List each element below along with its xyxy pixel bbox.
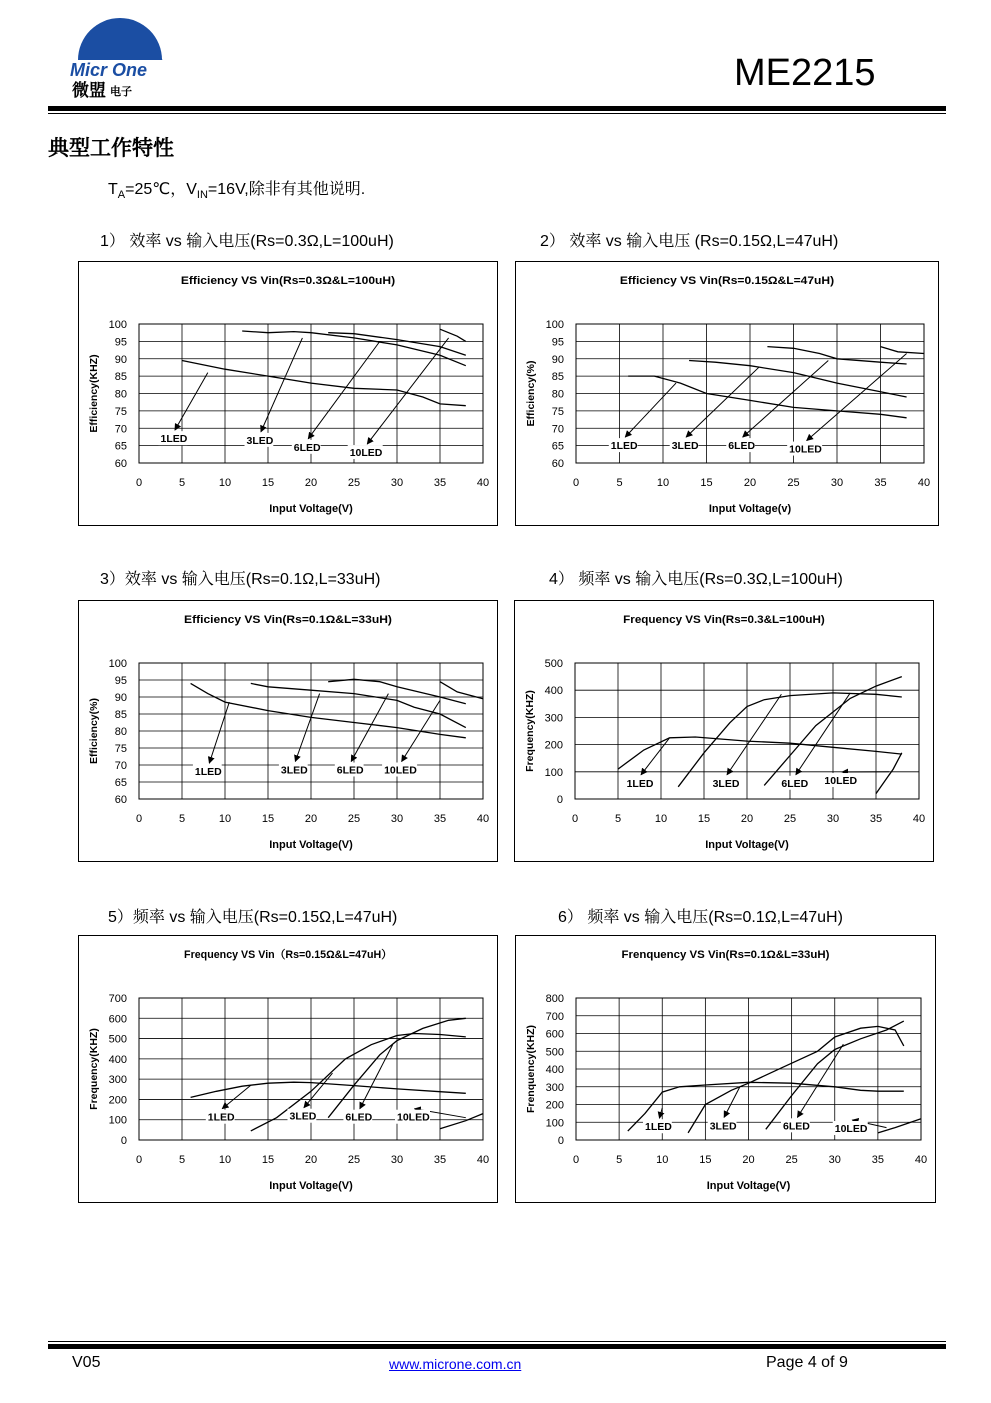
chart-svg (79, 601, 497, 861)
annotation-label: 1LED (645, 1121, 672, 1134)
annotation-label: 10LED (789, 443, 822, 456)
x-tick-label: 5 (614, 813, 622, 825)
chart-svg (515, 601, 933, 861)
x-tick-label: 15 (697, 813, 711, 825)
chart-svg (79, 936, 497, 1202)
x-tick-label: 15 (261, 1154, 275, 1166)
annotation-label: 1LED (194, 766, 222, 779)
series-line-10led (876, 753, 902, 794)
test-conditions: $T_A=25℃$，$V_{IN}=16V$,除非有其他说明. (108, 181, 366, 202)
x-tick-label: 25 (787, 477, 800, 489)
y-tick-label: 200 (108, 1094, 127, 1107)
chart-title: Efficiency VS Vin(Rs=0.1Ω&L=33uH) (184, 614, 393, 626)
annotation-arrow (209, 702, 229, 763)
annotation-arrow (304, 1073, 333, 1108)
x-axis-label: Input Voltage(v) (708, 503, 792, 515)
y-tick-label: 80 (114, 726, 127, 738)
y-axis-label: Frequency(KHZ) (88, 1028, 100, 1110)
annotation-label: 3LED (712, 777, 740, 790)
x-tick-label: 5 (616, 477, 623, 489)
x-tick-label: 20 (742, 1154, 755, 1166)
y-tick-label: 700 (545, 1010, 564, 1023)
x-tick-label: 40 (912, 813, 926, 825)
y-tick-label: 80 (551, 388, 564, 401)
x-tick-label: 0 (135, 477, 143, 489)
x-tick-label: 30 (826, 813, 840, 825)
y-tick-label: 75 (114, 405, 127, 418)
x-tick-label: 35 (871, 1154, 884, 1166)
x-tick-label: 5 (178, 813, 186, 825)
annotation-label: 10LED (834, 1123, 868, 1136)
annotation-label: 6LED (783, 1120, 810, 1133)
annotation-arrow (261, 338, 303, 432)
y-tick-label: 60 (114, 794, 127, 806)
x-tick-label: 10 (654, 813, 668, 825)
caption-chart-1: 1） 效率 vs 输入电压(Rs=0.3Ω,L=100uH) (100, 233, 394, 250)
y-axis-label: Efficiency(%) (525, 360, 537, 427)
y-tick-label: 100 (108, 1114, 127, 1127)
annotation-label: 3LED (671, 440, 699, 453)
x-tick-label: 5 (178, 477, 186, 489)
annotation-label: 6LED (345, 1111, 373, 1124)
series-line-1led (628, 376, 906, 418)
y-tick-label: 70 (114, 760, 127, 772)
y-tick-label: 70 (114, 423, 127, 436)
annotation-arrow (659, 1108, 662, 1118)
series-line-10led (440, 1114, 483, 1129)
annotation-label: 1LED (610, 440, 638, 453)
chart-svg (516, 262, 938, 525)
y-tick-label: 800 (545, 993, 564, 1005)
y-tick-label: 600 (108, 1013, 127, 1026)
annotation-arrow (686, 367, 759, 437)
series-line-10led (881, 347, 925, 354)
y-tick-label: 90 (551, 353, 564, 366)
x-tick-label: 30 (828, 1154, 841, 1166)
footer-version: V05 (72, 1354, 101, 1371)
x-tick-label: 25 (347, 477, 361, 489)
footer-rule-thin (48, 1341, 946, 1342)
annotation-arrow (175, 373, 208, 431)
x-tick-label: 40 (476, 477, 490, 489)
y-tick-label: 65 (551, 440, 564, 453)
annotation-arrow (727, 694, 781, 774)
y-tick-label: 400 (545, 1064, 564, 1076)
svg-text:微盟: 微盟 (72, 81, 106, 100)
y-axis-label: Efficiency(KHZ) (88, 354, 100, 433)
y-axis-label: Efficiency(%) (88, 698, 100, 764)
y-tick-label: 500 (545, 1046, 564, 1059)
series-line-3led (688, 1026, 904, 1136)
y-tick-label: 80 (114, 388, 127, 401)
y-tick-label: 300 (108, 1074, 127, 1087)
annotation-label: 3LED (289, 1110, 317, 1123)
x-axis-label: Input Voltage(V) (706, 1180, 791, 1192)
y-tick-label: 85 (114, 709, 127, 721)
x-tick-label: 35 (433, 477, 447, 489)
x-tick-label: 30 (390, 813, 404, 825)
y-tick-label: 100 (108, 319, 127, 331)
chart-title: Efficiency VS Vin(Rs=0.15Ω&L=47uH) (619, 275, 835, 287)
chart-title: Frenquency VS Vin(Rs=0.1Ω&L=33uH) (621, 949, 830, 961)
annotation-arrow (295, 694, 319, 762)
annotation-arrow (308, 341, 380, 438)
x-tick-label: 5 (616, 1154, 623, 1166)
caption-chart-4: 4） 频率 vs 输入电压(Rs=0.3Ω,L=100uH) (549, 571, 843, 588)
footer-website-link[interactable]: www.microne.com.cn (389, 1356, 522, 1372)
annotation-label: 6LED (336, 764, 364, 777)
x-tick-label: 20 (740, 813, 754, 825)
y-tick-label: 0 (556, 794, 563, 806)
x-tick-label: 40 (476, 1154, 490, 1166)
y-tick-label: 600 (545, 1028, 564, 1041)
caption-chart-3: 3）效率 vs 输入电压(Rs=0.1Ω,L=33uH) (100, 571, 381, 588)
y-tick-label: 95 (114, 675, 127, 687)
y-tick-label: 90 (114, 353, 127, 366)
x-tick-label: 10 (218, 1154, 232, 1166)
series-line-3led (689, 361, 907, 398)
svg-text:Micr: Micr (70, 60, 108, 80)
y-tick-label: 100 (545, 319, 564, 331)
x-tick-label: 5 (178, 1154, 186, 1166)
y-tick-label: 85 (551, 371, 564, 384)
annotation-label: 6LED (293, 441, 321, 454)
chart-efficiency-2 (515, 261, 939, 526)
annotation-arrow (724, 1087, 740, 1118)
chart-frequency-2 (78, 935, 498, 1203)
chart-frequency-1 (514, 600, 934, 862)
x-axis-label: Input Voltage(V) (269, 1180, 353, 1192)
y-tick-label: 200 (544, 739, 563, 752)
annotation-label: 1LED (160, 433, 188, 446)
chart-title: Frequency VS Vin(Rs=0.3&L=100uH) (623, 614, 826, 626)
document-title: ME2215 (734, 52, 876, 94)
y-tick-label: 100 (545, 1117, 564, 1130)
svg-text:One: One (112, 60, 148, 80)
x-tick-label: 10 (656, 1154, 669, 1166)
annotation-label: 10LED (349, 447, 383, 460)
x-tick-label: 25 (785, 1154, 798, 1166)
x-axis-label: Input Voltage(V) (269, 839, 353, 851)
chart-frequency-3 (515, 935, 936, 1203)
y-tick-label: 400 (544, 685, 563, 698)
chart-efficiency-1 (78, 261, 498, 526)
x-tick-label: 0 (572, 477, 580, 489)
section-title: 典型工作特性 (48, 136, 174, 160)
annotation-label: 3LED (246, 434, 274, 447)
annotation-arrow (625, 383, 676, 437)
y-tick-label: 300 (545, 1081, 564, 1094)
x-tick-label: 0 (571, 813, 579, 825)
x-tick-label: 25 (783, 813, 797, 825)
x-tick-label: 35 (874, 477, 887, 489)
chart-title: Frequency VS Vin（Rs=0.15Ω&L=47uH） (184, 949, 399, 961)
y-tick-label: 100 (108, 658, 127, 670)
annotation-label: 1LED (207, 1111, 235, 1124)
x-tick-label: 35 (433, 813, 447, 825)
chart-efficiency-3 (78, 600, 498, 862)
x-tick-label: 10 (218, 477, 232, 489)
series-line-3led (251, 683, 466, 727)
x-tick-label: 0 (135, 813, 143, 825)
x-tick-label: 20 (304, 477, 318, 489)
y-tick-label: 95 (114, 336, 127, 349)
header-rule (48, 106, 946, 111)
y-tick-label: 65 (114, 440, 127, 453)
annotation-arrow (796, 693, 850, 775)
y-tick-label: 70 (551, 423, 564, 436)
y-tick-label: 700 (108, 993, 127, 1005)
x-tick-label: 0 (572, 1154, 580, 1166)
y-tick-label: 75 (551, 405, 564, 418)
y-tick-label: 100 (544, 766, 563, 779)
y-axis-label: Frenquency(KHZ) (525, 1024, 537, 1114)
y-tick-label: 400 (108, 1053, 127, 1066)
x-tick-label: 25 (347, 813, 361, 825)
y-tick-label: 90 (114, 692, 127, 704)
series-line-1led (191, 1082, 466, 1097)
annotation-label: 3LED (709, 1120, 737, 1133)
chart-svg (79, 262, 497, 525)
series-line-10led (878, 1119, 921, 1133)
x-tick-label: 30 (830, 477, 844, 489)
x-tick-label: 10 (656, 477, 670, 489)
x-tick-label: 40 (476, 813, 490, 825)
y-tick-label: 200 (545, 1099, 564, 1112)
caption-chart-5: 5）频率 vs 输入电压(Rs=0.15Ω,L=47uH) (108, 909, 398, 926)
y-tick-label: 300 (544, 712, 563, 725)
x-tick-label: 30 (390, 477, 404, 489)
annotation-label: 6LED (781, 777, 809, 790)
svg-text:电子: 电子 (110, 85, 132, 98)
annotation-label: 10LED (384, 764, 417, 777)
x-tick-label: 20 (743, 477, 757, 489)
x-tick-label: 10 (218, 813, 232, 825)
series-line-10led (440, 682, 483, 699)
x-tick-label: 15 (261, 477, 275, 489)
x-tick-label: 0 (135, 1154, 143, 1166)
x-tick-label: 15 (699, 1154, 712, 1166)
chart-title: Efficiency VS Vin(Rs=0.3Ω&L=100uH) (180, 275, 396, 287)
x-tick-label: 15 (261, 813, 275, 825)
header-rule-thin (48, 113, 946, 114)
y-tick-label: 95 (551, 336, 564, 349)
chart-svg (516, 936, 935, 1202)
y-tick-label: 0 (557, 1135, 564, 1147)
x-axis-label: Input Voltage(V) (269, 503, 353, 515)
annotation-label: 10LED (397, 1111, 430, 1124)
x-tick-label: 15 (700, 477, 713, 489)
footer-rule (48, 1344, 946, 1349)
y-tick-label: 60 (114, 458, 127, 470)
caption-chart-6: 6） 频率 vs 输入电压(Rs=0.1Ω,L=47uH) (558, 909, 843, 926)
y-tick-label: 0 (120, 1135, 127, 1147)
annotation-label: 6LED (728, 440, 756, 453)
x-tick-label: 35 (869, 813, 883, 825)
annotation-arrow (641, 738, 670, 775)
x-tick-label: 40 (917, 477, 931, 489)
y-tick-label: 500 (544, 658, 563, 670)
annotation-label: 3LED (280, 764, 308, 777)
footer-page-number: Page 4 of 9 (766, 1354, 848, 1371)
caption-chart-2: 2） 效率 vs 输入电压 (Rs=0.15Ω,L=47uH) (540, 233, 839, 250)
y-tick-label: 85 (114, 371, 127, 384)
company-logo (68, 14, 168, 100)
series-line-1led (182, 361, 466, 406)
x-tick-label: 20 (304, 813, 318, 825)
y-tick-label: 65 (114, 777, 127, 789)
series-line-10led (440, 329, 466, 341)
x-axis-label: Input Voltage(V) (705, 839, 789, 851)
x-tick-label: 25 (347, 1154, 361, 1166)
annotation-label: 10LED (824, 775, 858, 788)
y-tick-label: 500 (108, 1033, 127, 1046)
annotation-arrow (351, 694, 388, 762)
x-tick-label: 40 (914, 1154, 928, 1166)
y-tick-label: 60 (551, 458, 564, 470)
annotation-label: 1LED (626, 777, 654, 790)
x-tick-label: 35 (433, 1154, 447, 1166)
x-tick-label: 30 (390, 1154, 404, 1166)
series-line-1led (618, 737, 902, 769)
y-axis-label: Frequency(KHZ) (524, 690, 536, 772)
x-tick-label: 20 (304, 1154, 318, 1166)
y-tick-label: 75 (114, 743, 127, 755)
